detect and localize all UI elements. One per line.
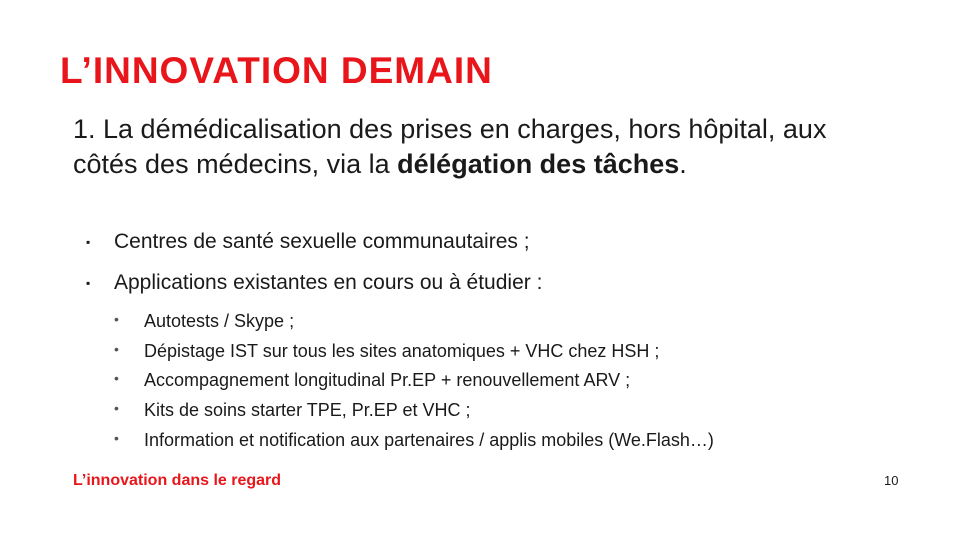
bullet-text: Applications existantes en cours ou à étudier : [114,271,543,294]
slide-footer: L’innovation dans le regard [73,472,282,489]
intro-text: 1. La démédicalisation des prises en charges, hors hôpital, aux côtés des médecins, via la [73,114,827,179]
slide-title: L’INNOVATION DEMAIN [60,50,493,91]
sub-bullet-text: Kits de soins starter TPE, Pr.EP et VHC ; [144,400,471,420]
dot-bullet-icon: • [114,311,119,327]
square-bullet-icon: ▪ [86,235,91,249]
square-bullet-icon: ▪ [86,276,91,290]
sub-bullet-text: Information et notification aux partenaires / applis mobiles (We.Flash…) [144,430,714,450]
dot-bullet-icon: • [114,341,119,357]
sub-bullet-text: Accompagnement longitudinal Pr.EP + renouvellement ARV ; [144,370,631,390]
page-number: 10 [884,473,899,488]
dot-bullet-icon: • [114,430,119,446]
bullet-text: Centres de santé sexuelle communautaires ; [114,230,530,253]
dot-bullet-icon: • [114,400,119,416]
intro-paragraph [73,112,873,182]
sub-bullet-text: Autotests / Skype ; [144,311,295,331]
dot-bullet-icon: • [114,370,119,386]
intro-text-end: . [679,149,687,179]
sub-bullet-text: Dépistage IST sur tous les sites anatomiques + VHC chez HSH ; [144,341,660,361]
intro-bold-text: délégation des tâches [397,149,680,179]
